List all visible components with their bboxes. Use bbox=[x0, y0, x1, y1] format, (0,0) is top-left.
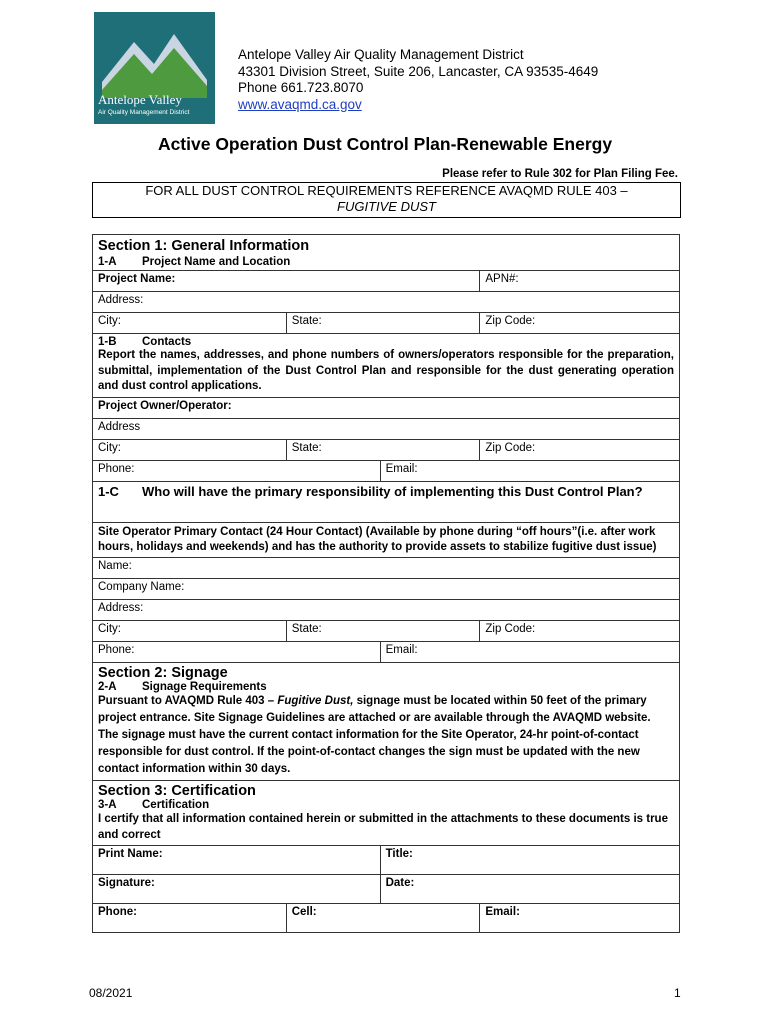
operator-city-field[interactable]: City: bbox=[93, 620, 287, 641]
website-link[interactable]: www.avaqmd.ca.gov bbox=[238, 96, 362, 112]
rule-reference-box bbox=[92, 182, 681, 218]
zip-field[interactable]: Zip Code: bbox=[480, 313, 680, 334]
operator-email-field[interactable]: Email: bbox=[380, 641, 679, 662]
cert-email-field[interactable]: Email: bbox=[480, 903, 680, 932]
operator-phone-field[interactable]: Phone: bbox=[93, 641, 381, 662]
logo-subtitle: Air Quality Management District bbox=[98, 109, 190, 116]
section1b-title: Contacts bbox=[142, 336, 192, 348]
section2-cell bbox=[93, 662, 680, 780]
print-name-field[interactable]: Print Name: bbox=[93, 845, 381, 874]
owner-zip-field[interactable]: Zip Code: bbox=[480, 439, 680, 460]
signage-text bbox=[98, 693, 674, 778]
avaqmd-logo bbox=[94, 12, 215, 124]
section3a-title: Certification bbox=[142, 798, 210, 811]
cert-cell-field[interactable]: Cell: bbox=[286, 903, 480, 932]
section1a-num: 1-A bbox=[98, 256, 117, 268]
page-title: Active Operation Dust Control Plan-Renewable Energy bbox=[157, 134, 613, 154]
owner-phone-field[interactable]: Phone: bbox=[93, 460, 381, 481]
section1c-heading bbox=[93, 481, 680, 522]
section1a-heading bbox=[98, 256, 674, 268]
city-field[interactable]: City: bbox=[93, 313, 287, 334]
footer-date: 08/2021 bbox=[89, 986, 133, 1000]
signage-text-post: signage must be located within 50 feet of the primary project entrance. Site Signage Guidelines are attached or are available through the AVAQMD website. The signage must have the current contact information for the Site Operator, 24-hr point-of-contact responsible for dust control. If the point-of-contact changes the sign must be updated with the new contact information within 30 days. bbox=[98, 694, 651, 775]
section3a-heading bbox=[98, 799, 674, 811]
cert-phone-field[interactable]: Phone: bbox=[93, 903, 287, 932]
apn-field[interactable]: APN#: bbox=[480, 271, 680, 292]
section1b-heading bbox=[98, 336, 674, 348]
section2-heading: Section 2: Signage bbox=[98, 664, 228, 681]
section1c-title: Who will have the primary responsibility of implementing this Dust Control Plan? bbox=[142, 483, 643, 499]
owner-operator-field[interactable]: Project Owner/Operator: bbox=[93, 397, 680, 418]
title-field[interactable]: Title: bbox=[380, 845, 679, 874]
section1b-num: 1-B bbox=[98, 336, 117, 348]
date-field[interactable]: Date: bbox=[380, 874, 679, 903]
contacts-instructions: Report the names, addresses, and phone numbers of owners/operators responsible for the preparation, submittal, implementation of the Dust Control Plan and responsible for the dust generating operation and dust control applications. bbox=[98, 349, 674, 392]
dust-control-form bbox=[92, 234, 680, 933]
certification-text: I certify that all information contained herein or submitted in the attachments to these documents is true and correct bbox=[98, 812, 668, 841]
signature-field[interactable]: Signature: bbox=[93, 874, 381, 903]
owner-address-field[interactable]: Address bbox=[93, 418, 680, 439]
company-name-field[interactable]: Company Name: bbox=[93, 578, 680, 599]
signage-text-italic: Fugitive Dust, bbox=[277, 694, 354, 707]
section2a-heading bbox=[98, 681, 674, 693]
rule-reference-line2: FUGITIVE DUST bbox=[337, 199, 436, 214]
section2a-title: Signage Requirements bbox=[142, 680, 267, 693]
site-operator-description: Site Operator Primary Contact (24 Hour Contact) (Available by phone during “off hours”(i.e. after work hours, holidays and weekends) and has the authority to provide assets to stabilize fugitive dust issue) bbox=[93, 522, 680, 557]
org-name: Antelope Valley Air Quality Management District bbox=[238, 47, 524, 62]
owner-city-field[interactable]: City: bbox=[93, 439, 287, 460]
operator-zip-field[interactable]: Zip Code: bbox=[480, 620, 680, 641]
org-header bbox=[238, 47, 598, 113]
operator-name-field[interactable]: Name: bbox=[93, 557, 680, 578]
contacts-cell bbox=[93, 334, 680, 398]
address-field[interactable]: Address: bbox=[93, 292, 680, 313]
project-name-field[interactable]: Project Name: bbox=[93, 271, 480, 292]
section3-heading: Section 3: Certification bbox=[98, 782, 256, 799]
operator-state-field[interactable]: State: bbox=[286, 620, 480, 641]
signage-text-pre: Pursuant to AVAQMD Rule 403 – bbox=[98, 694, 278, 707]
section1-heading: Section 1: General Information bbox=[98, 238, 310, 254]
filing-fee-note: Please refer to Rule 302 for Plan Filing Fee. bbox=[442, 168, 678, 180]
section3-cell bbox=[93, 780, 680, 845]
section1c-num: 1-C bbox=[98, 483, 119, 499]
section2a-num: 2-A bbox=[98, 680, 117, 693]
owner-state-field[interactable]: State: bbox=[286, 439, 480, 460]
org-address: 43301 Division Street, Suite 206, Lancaster, CA 93535-4649 bbox=[238, 63, 599, 79]
owner-email-field[interactable]: Email: bbox=[380, 460, 679, 481]
section1-heading-cell bbox=[93, 235, 680, 271]
section3a-num: 3-A bbox=[98, 798, 117, 811]
operator-address-field[interactable]: Address: bbox=[93, 599, 680, 620]
page-number: 1 bbox=[674, 986, 681, 1000]
section1a-title: Project Name and Location bbox=[142, 256, 291, 268]
state-field[interactable]: State: bbox=[286, 313, 480, 334]
logo-name: Antelope Valley bbox=[98, 92, 182, 107]
org-phone: Phone 661.723.8070 bbox=[238, 80, 364, 95]
rule-reference-line1: FOR ALL DUST CONTROL REQUIREMENTS REFERENCE AVAQMD RULE 403 – bbox=[145, 183, 628, 198]
